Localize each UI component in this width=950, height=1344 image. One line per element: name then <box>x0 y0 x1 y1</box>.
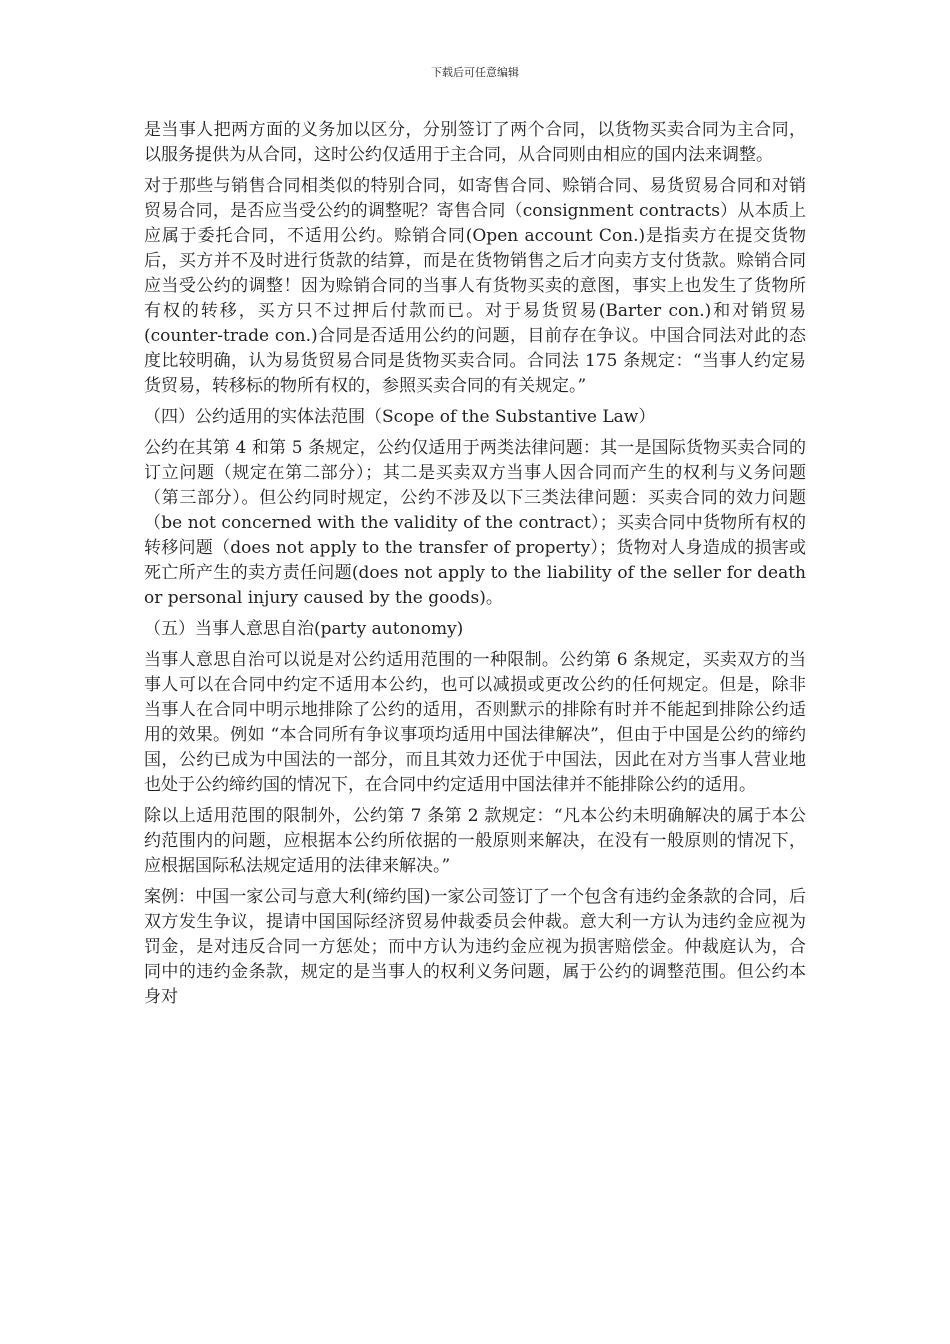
section-heading-party-autonomy: （五）当事人意思自治(party autonomy) <box>144 619 464 639</box>
paragraph-special-contracts: 对于那些与销售合同相类似的特别合同，如寄售合同、赊销合同、易货贸易合同和对销贸易合同，是否应当受公约的调整呢？寄售合同（consignment contracts）从本质上应属于委托合同，不适用公约。赊销合同(Open account Con.)是指卖方在提交货物后，买方并不及时进行货款的结算，而是在货物销售之后才向卖方支付货款。赊销合同应当受公约的调整！因为赊销合同的当事人有货物买卖的意图，事实上也发生了货物所有权的转移，买方只不过押后付款而已。对于易货贸易(Barter con.)和对销贸易(counter-trade con.)合同是否适用公约的问题，目前存在争议。中国合同法对此的态度比较明确，认为易货贸易合同是货物买卖合同。合同法 175 条规定：“当事人约定易货贸易，转移标的物所有权的，参照买卖合同的有关规定。” <box>144 176 806 396</box>
paragraph-article-7: 除以上适用范围的限制外，公约第 7 条第 2 款规定：“凡本公约未明确解决的属于本公约范围内的问题，应根据本公约所依据的一般原则来解决，在没有一般原则的情况下，应根据国际私法规定适用的法律来解决。” <box>144 806 806 876</box>
page-header: 下载后可任意编辑 <box>431 66 519 79</box>
paragraph-case: 案例：中国一家公司与意大利(缔约国)一家公司签订了一个包含有违约金条款的合同，后双方发生争议，提请中国国际经济贸易仲裁委员会仲裁。意大利一方认为违约金应视为罚金，是对违反合同一方惩处；而中方认为违约金应视为损害赔偿金。仲裁庭认为，合同中的违约金条款，规定的是当事人的权利义务问题，属于公约的调整范围。但公约本身对 <box>144 887 806 1007</box>
section-heading-substantive-scope: （四）公约适用的实体法范围（Scope of the Substantive Law） <box>144 407 656 427</box>
paragraph-substantive-scope: 公约在其第 4 和第 5 条规定，公约仅适用于两类法律问题：其一是国际货物买卖合同的订立问题（规定在第二部分）；其二是买卖双方当事人因合同而产生的权利与义务问题（第三部分）。但公约同时规定，公约不涉及以下三类法律问题：买卖合同的效力问题（be not concerned with the validity of the contract）；买卖合同中货物所有权的转移问题（does not apply to the transfer of property）；货物对人身造成的损害或死亡所产生的卖方责任问题(does not apply to the liability of the seller for death or personal injury caused by the goods)。 <box>144 438 806 608</box>
paragraph-party-autonomy: 当事人意思自治可以说是对公约适用范围的一种限制。公约第 6 条规定，买卖双方的当事人可以在合同中约定不适用本公约，也可以减损或更改公约的任何规定。但是，除非当事人在合同中明示地排除了公约的适用，否则默示的排除有时并不能起到排除公约适用的效果。例如 “本合同所有争议事项均适用中国法律解决”，但由于中国是公约的缔约国，公约已成为中国法的一部分，而且其效力还优于中国法，因此在对方当事人营业地也处于公约缔约国的情况下，在合同中约定适用中国法律并不能排除公约的适用。 <box>144 650 806 795</box>
paragraph-contract-separation: 是当事人把两方面的义务加以区分，分别签订了两个合同，以货物买卖合同为主合同，以服务提供为从合同，这时公约仅适用于主合同，从合同则由相应的国内法来调整。 <box>144 120 806 165</box>
document-body <box>144 118 806 1016</box>
